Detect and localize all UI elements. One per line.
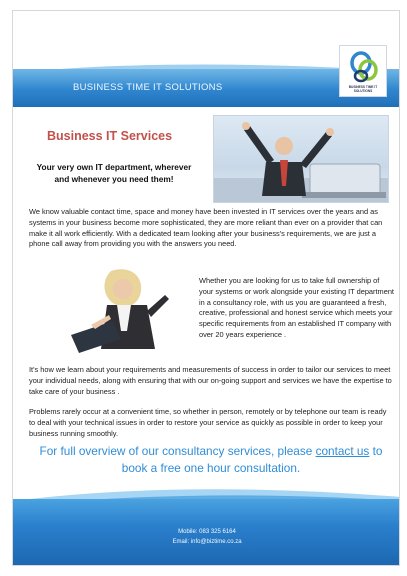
consultation-cta xyxy=(29,443,393,477)
logo-text: BUSINESS TIME IT SOLUTIONS xyxy=(348,85,378,93)
brochure-page xyxy=(12,10,400,566)
intro-paragraph: We know valuable contact time, space and money have been invested in IT services over the years and as systems in your business become more sophisticated, they are more reliant than ever on a provider that can make it all work efficiently. With a dedicated team looking after your business's requirements, we are just a phone call away from providing you with the answers you need. xyxy=(29,207,383,249)
contact-us-link[interactable]: contact us xyxy=(315,444,370,458)
company-logo xyxy=(339,45,387,97)
footer-mobile: Mobile: 083 325 6164 xyxy=(178,529,236,535)
problems-paragraph: Problems rarely occur at a convenient time, so whether in person, remotely or by telephone our team is ready to deal with your technical issues in order to restore your service as quickly as possible in order to keep your business running smoothly. xyxy=(29,407,387,438)
cta-text-before: For full overview of our consultancy services, please xyxy=(39,444,316,458)
cta-text-after: to book a free one hour consultation. xyxy=(121,444,383,475)
services-title: Business IT Services xyxy=(47,129,173,143)
logo-rings-icon xyxy=(340,46,388,90)
requirements-paragraph: It's how we learn about your requirements and measurements of success in order to tailor our services to meet your individual needs, along with ensuring that with our on-going support and services we have the expertise to take care of your business . xyxy=(29,365,392,396)
businessman-photo xyxy=(213,115,389,203)
ownership-paragraph: Whether you are looking for us to take full ownership of your systems or work alongside your existing IT department in a consultancy role, with us you are guaranteed a fresh, creative, professional and honest service which meets your specific requirements from an established IT company with over 20 years experience . xyxy=(199,276,394,339)
stressed-woman-photo xyxy=(51,265,195,357)
header xyxy=(13,11,400,111)
services-tagline: Your very own IT department, wherever and whenever you need them! xyxy=(36,162,192,184)
footer-email: Email: info@biztime.co.za xyxy=(172,539,242,545)
footer xyxy=(13,481,400,566)
company-name: BUSINESS TIME IT SOLUTIONS xyxy=(73,82,223,93)
